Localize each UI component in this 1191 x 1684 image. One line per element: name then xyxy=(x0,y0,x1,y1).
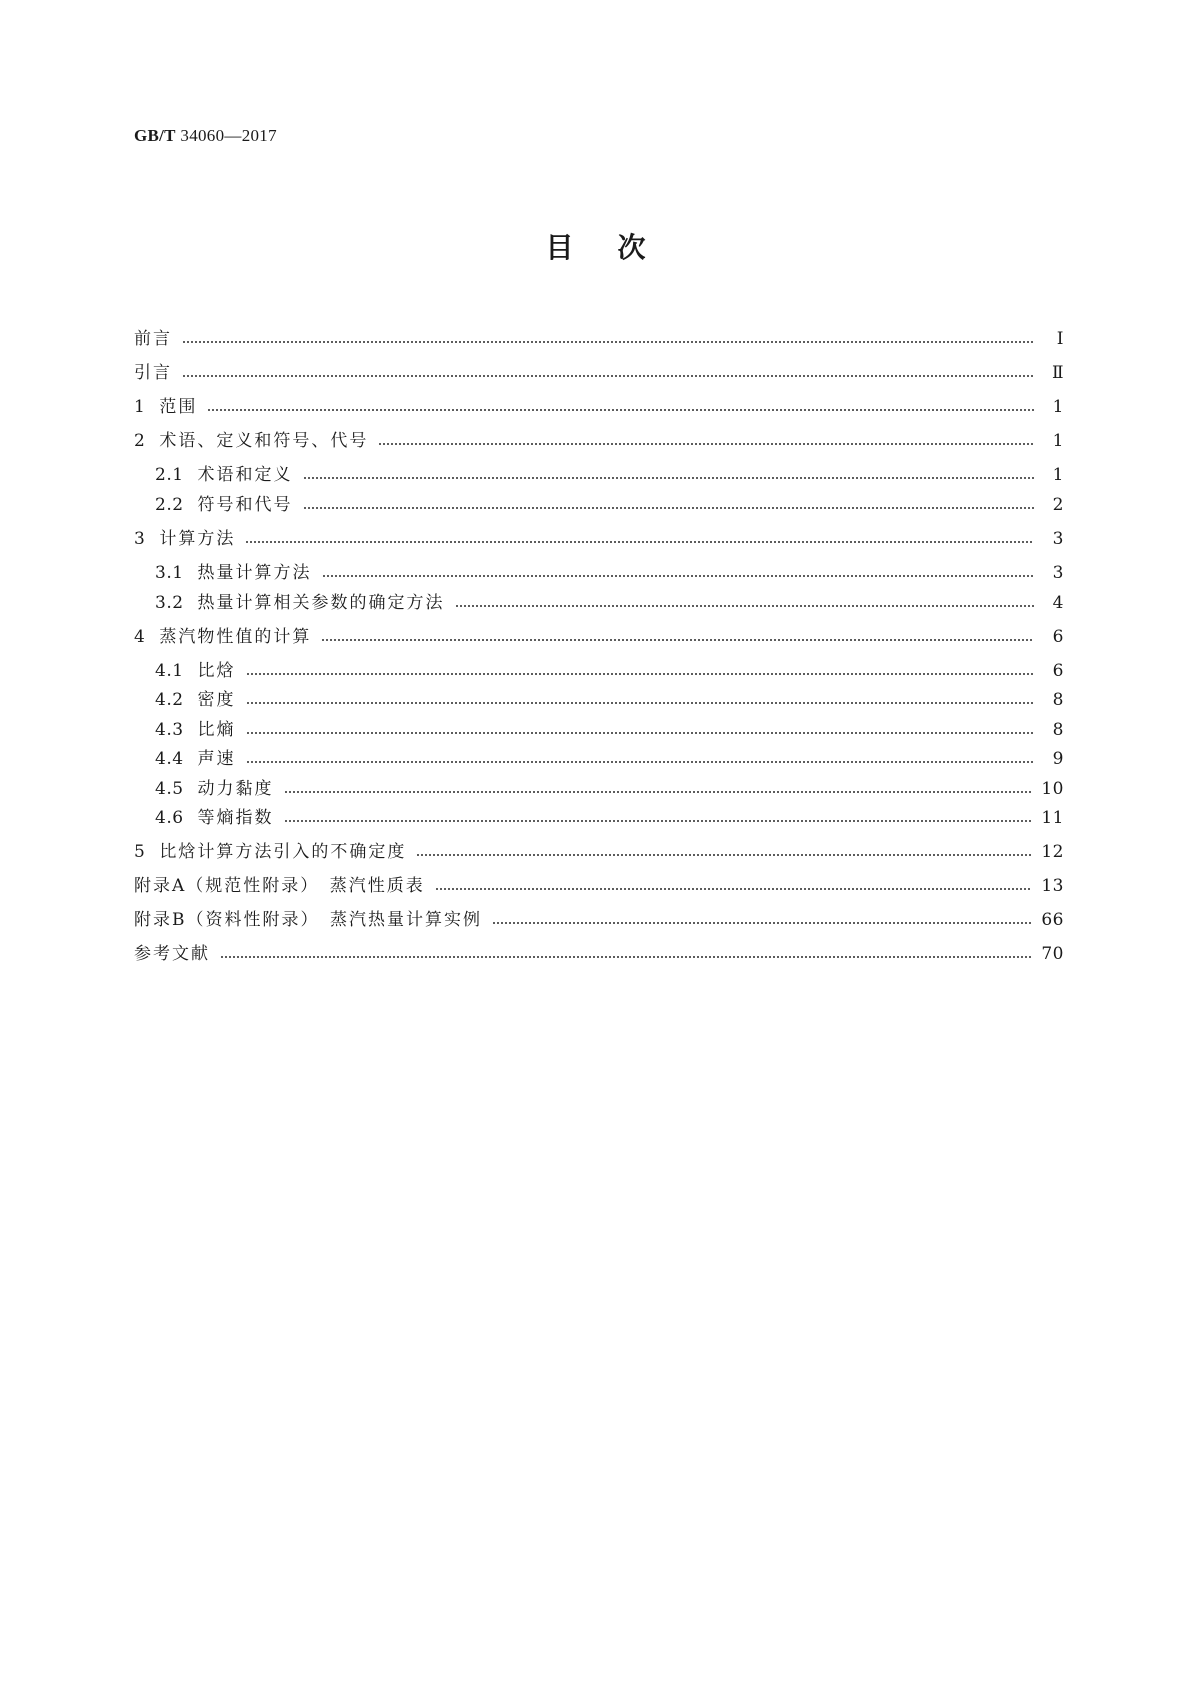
toc-entry-number: 3 xyxy=(134,529,146,549)
toc-entry-number: 3.2 xyxy=(155,593,184,613)
toc-entry-number: 2 xyxy=(134,431,146,451)
toc-heading: 目次 xyxy=(545,231,690,264)
dot-leader xyxy=(246,761,1034,763)
dot-leader xyxy=(246,732,1034,734)
dot-leader xyxy=(303,507,1034,509)
toc-entry-page-number: 13 xyxy=(1041,876,1064,896)
toc-entry-title: 引言 xyxy=(134,363,172,383)
toc-entry-title: 术语、定义和符号、代号 xyxy=(159,431,369,451)
toc-entry-title: 附录B（资料性附录） 蒸汽热量计算实例 xyxy=(134,910,482,930)
dot-leader xyxy=(246,702,1034,704)
toc-entry-number: 5 xyxy=(134,842,146,862)
toc-entry-page-number: Ⅰ xyxy=(1056,329,1064,349)
toc-entry[interactable] xyxy=(134,873,1064,899)
toc-entry[interactable] xyxy=(134,360,1064,386)
toc-entry-number: 3.1 xyxy=(155,563,184,583)
dot-leader xyxy=(207,409,1034,411)
toc-entry[interactable] xyxy=(134,462,1064,488)
toc-entry-title: 密度 xyxy=(197,690,236,710)
dot-leader xyxy=(284,820,1032,822)
toc-entry-page-number: 2 xyxy=(1052,495,1064,515)
toc-entry-number: 4 xyxy=(134,627,146,647)
toc-entry[interactable] xyxy=(134,776,1064,802)
toc-entry[interactable] xyxy=(134,326,1064,352)
toc-entry-page-number: 6 xyxy=(1052,661,1064,681)
toc-entry[interactable] xyxy=(134,624,1064,650)
dot-leader xyxy=(303,477,1034,479)
toc-entry-page-number: 9 xyxy=(1052,749,1064,769)
standard-code-prefix: GB/T xyxy=(134,126,176,145)
toc-entry-title: 蒸汽物性值的计算 xyxy=(159,627,312,647)
toc-entry-title: 范围 xyxy=(159,397,198,417)
toc-entry-title: 热量计算相关参数的确定方法 xyxy=(197,593,445,613)
dot-leader xyxy=(416,854,1031,856)
standard-code xyxy=(134,126,277,146)
toc-entry-title: 参考文献 xyxy=(134,944,210,964)
toc-entry-page-number: 8 xyxy=(1052,690,1064,710)
toc-entry-title: 计算方法 xyxy=(159,529,236,549)
toc-entry[interactable] xyxy=(134,492,1064,518)
toc-entry-title: 等熵指数 xyxy=(197,808,274,828)
dot-leader xyxy=(245,541,1034,543)
toc-entry[interactable] xyxy=(134,526,1064,552)
toc-entry[interactable] xyxy=(134,805,1064,831)
toc-entry-page-number: 1 xyxy=(1052,397,1064,417)
dot-leader xyxy=(182,341,1034,343)
toc-entry-page-number: 66 xyxy=(1041,910,1064,930)
toc-entry[interactable] xyxy=(134,907,1064,933)
toc-entry-number: 2.2 xyxy=(155,495,184,515)
toc-entry-title: 术语和定义 xyxy=(197,465,293,485)
dot-leader xyxy=(435,888,1032,890)
toc-entry-page-number: 3 xyxy=(1052,529,1064,549)
toc-entry-number: 4.1 xyxy=(155,661,184,681)
dot-leader xyxy=(284,791,1032,793)
toc-entry-page-number: 6 xyxy=(1052,627,1064,647)
toc-entry-number: 4.4 xyxy=(155,749,184,769)
toc-entry[interactable] xyxy=(134,717,1064,743)
toc-entry[interactable] xyxy=(134,658,1064,684)
toc-entry-page-number: 12 xyxy=(1041,842,1064,862)
toc-entry[interactable] xyxy=(134,941,1064,967)
toc-entry[interactable] xyxy=(134,590,1064,616)
toc-entry-number: 4.5 xyxy=(155,779,184,799)
toc-entry[interactable] xyxy=(134,746,1064,772)
toc-entry-page-number: Ⅱ xyxy=(1051,363,1064,383)
dot-leader xyxy=(322,575,1034,577)
toc-entry-number: 4.3 xyxy=(155,720,184,740)
standard-code-number: 34060—2017 xyxy=(180,126,277,145)
toc-entry-title: 比焓 xyxy=(197,661,236,681)
toc-entry-page-number: 4 xyxy=(1052,593,1064,613)
dot-leader xyxy=(220,956,1031,958)
toc-entry[interactable] xyxy=(134,839,1064,865)
toc-entry-number: 1 xyxy=(134,397,146,417)
dot-leader xyxy=(246,673,1034,675)
toc-entry[interactable] xyxy=(134,560,1064,586)
toc-entry[interactable] xyxy=(134,394,1064,420)
toc-entry[interactable] xyxy=(134,428,1064,454)
toc-entry-page-number: 1 xyxy=(1052,465,1064,485)
dot-leader xyxy=(455,605,1034,607)
toc-entry-title: 附录A（规范性附录） 蒸汽性质表 xyxy=(134,876,425,896)
toc-entry-title: 比熵 xyxy=(197,720,236,740)
toc-entry-number: 4.2 xyxy=(155,690,184,710)
dot-leader xyxy=(378,443,1034,445)
toc-entry-title: 热量计算方法 xyxy=(197,563,312,583)
dot-leader xyxy=(492,922,1031,924)
toc-entry-number: 2.1 xyxy=(155,465,184,485)
toc-entry-title: 比焓计算方法引入的不确定度 xyxy=(159,842,407,862)
toc-entry-page-number: 11 xyxy=(1041,808,1064,828)
toc-entry-page-number: 3 xyxy=(1052,563,1064,583)
toc-entry-page-number: 70 xyxy=(1041,944,1064,964)
dot-leader xyxy=(321,639,1034,641)
toc-entry-title: 声速 xyxy=(197,749,236,769)
toc-entry-page-number: 10 xyxy=(1041,779,1064,799)
dot-leader xyxy=(182,375,1034,377)
toc-entry-number: 4.6 xyxy=(155,808,184,828)
toc-entry-title: 符号和代号 xyxy=(197,495,293,515)
toc-entry-page-number: 8 xyxy=(1052,720,1064,740)
toc-entry-page-number: 1 xyxy=(1052,431,1064,451)
toc-entry[interactable] xyxy=(134,687,1064,713)
toc-entry-title: 前言 xyxy=(134,329,172,349)
toc-entry-title: 动力黏度 xyxy=(197,779,274,799)
